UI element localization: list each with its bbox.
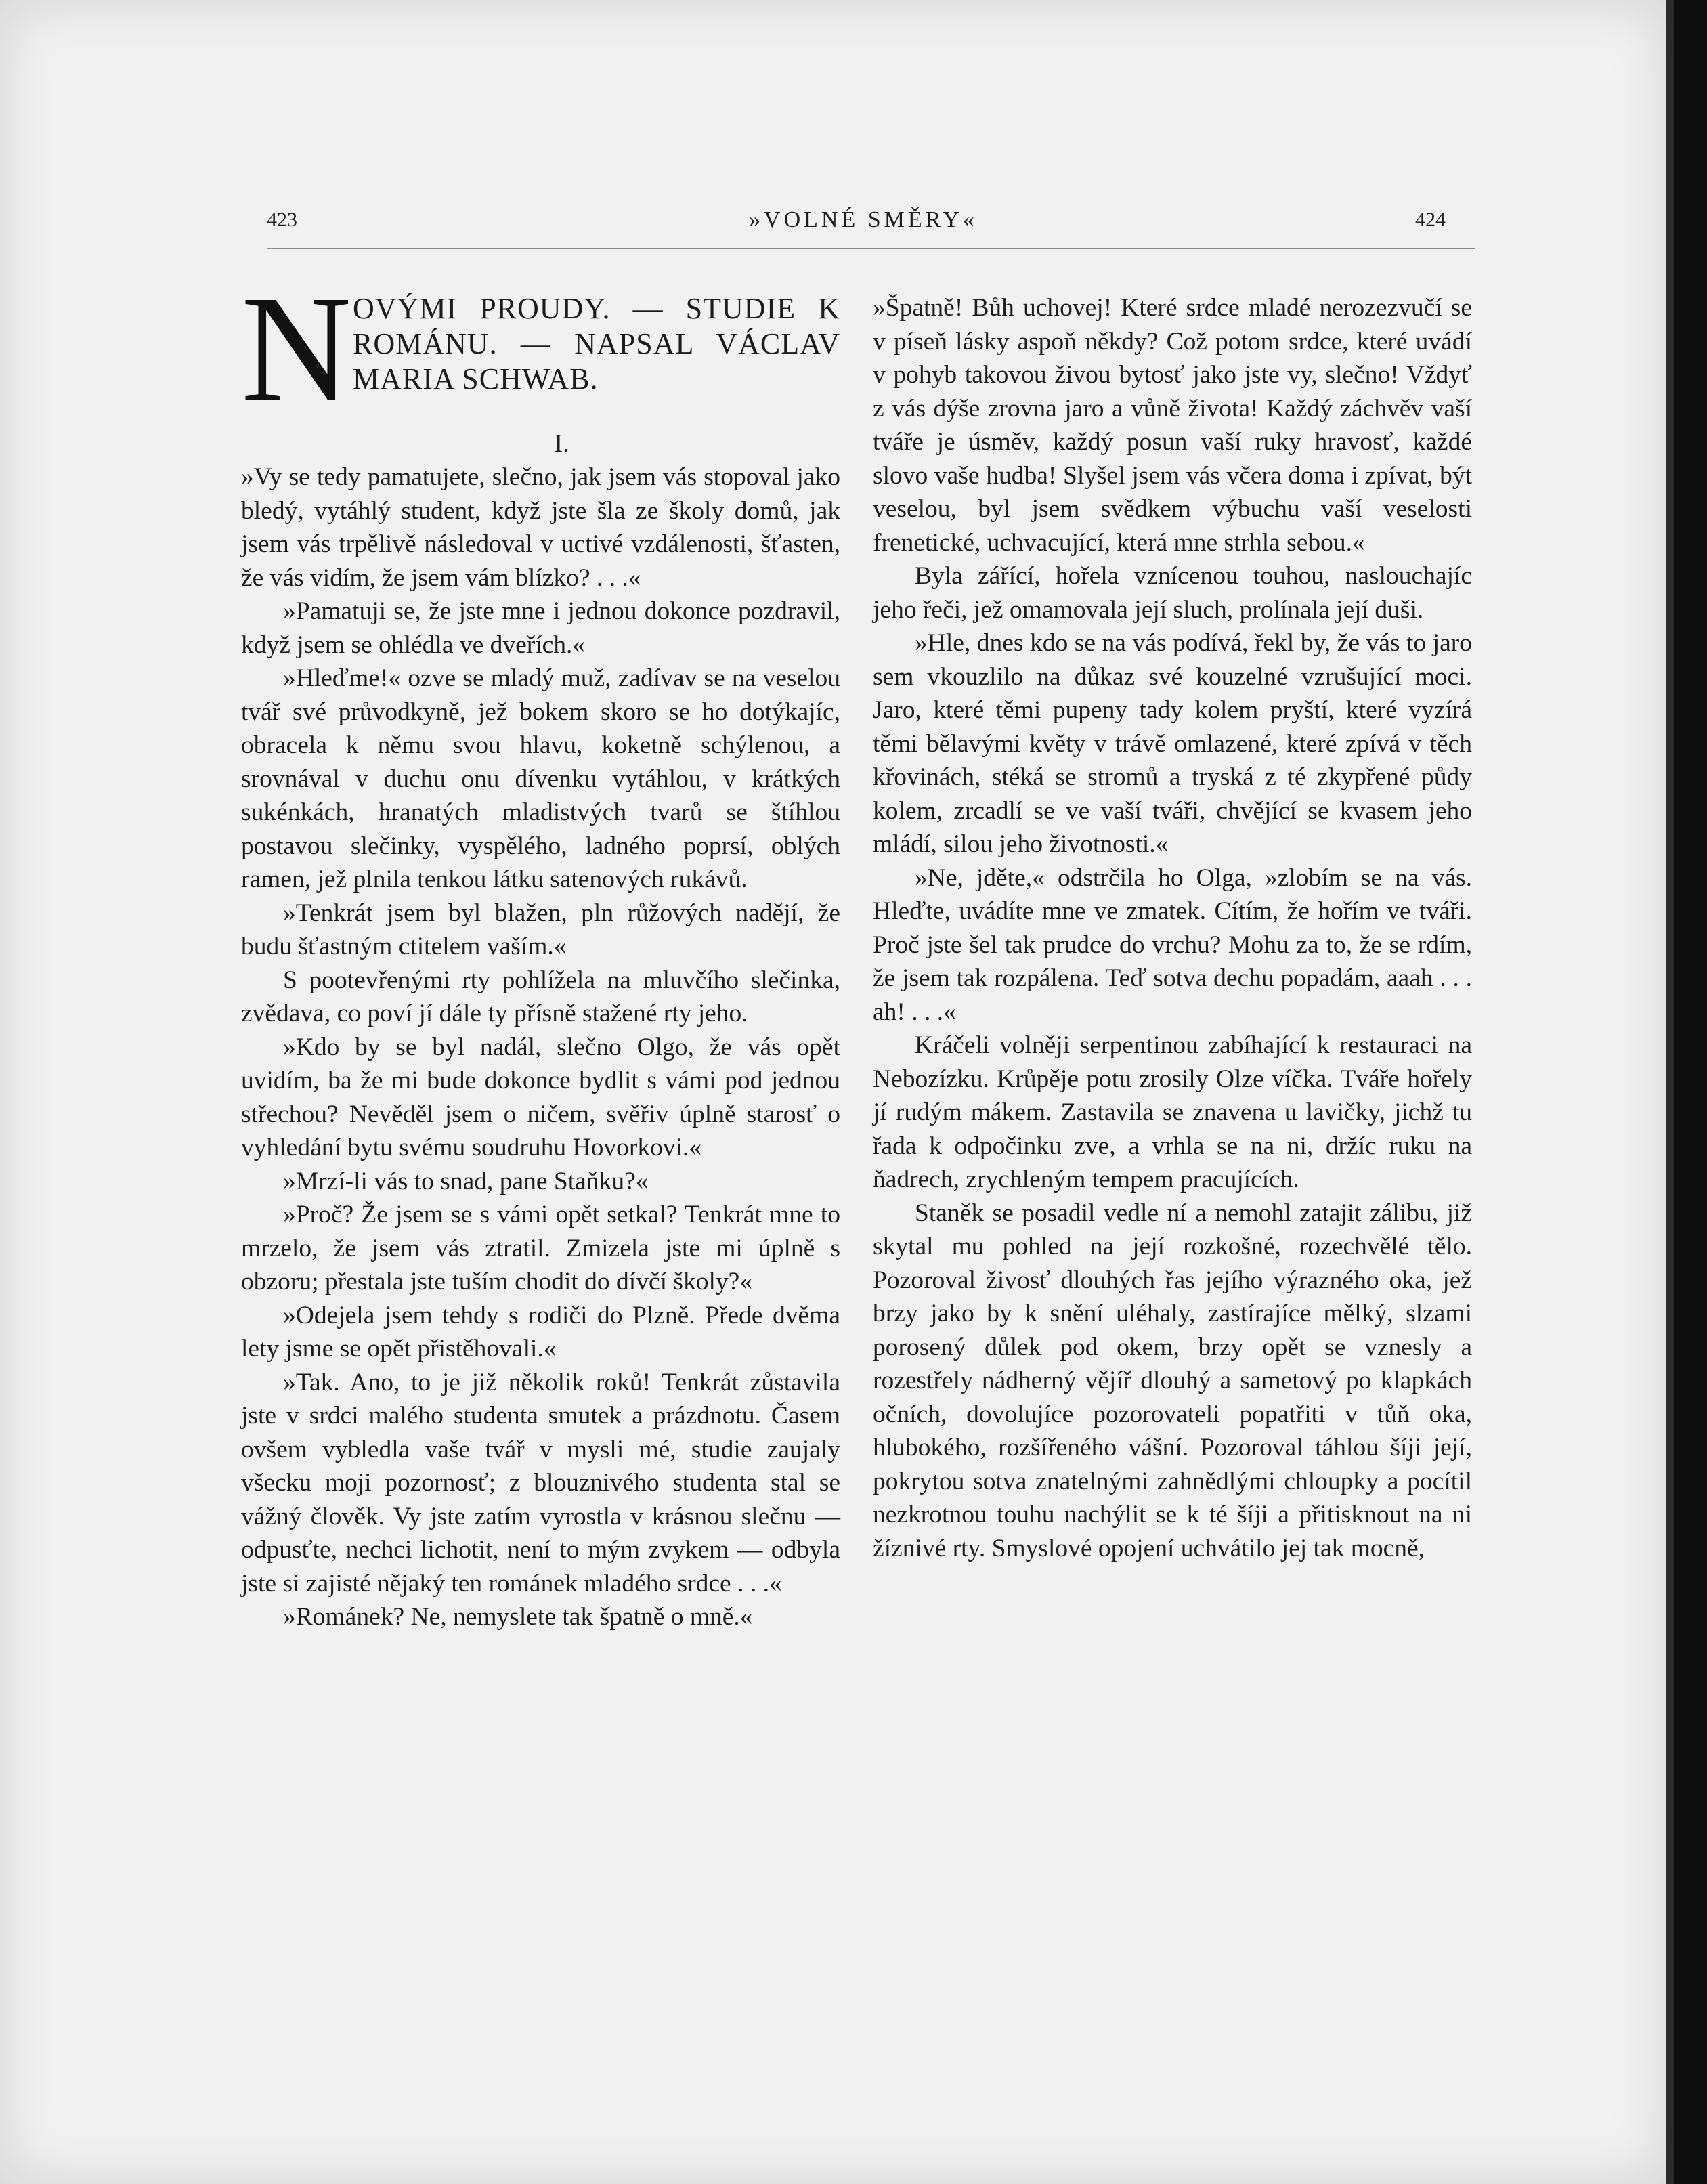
- right-column: [873, 291, 1472, 1565]
- header-rule: [267, 248, 1475, 249]
- paragraph: »Tak. Ano, to je již několik roků! Tenkrát zůstavila jste v srdci malého studenta smutek a prázdnotu. Časem ovšem vybledla vaše tvář v mysli mé, studie zaujaly všecku moji pozornosť; z blouznivého studenta stal se vážný člověk. Vy jste zatím vyrostla v krásnou slečnu — odpusťte, nechci lichotit, není to mým zvykem — odbyla jste si zajisté nějaký ten románek mladého srdce . . .«: [241, 1368, 840, 1598]
- paragraph: »Tenkrát jsem byl blažen, pln růžových nadějí, že budu šťastným ctitelem vaším.«: [241, 899, 840, 960]
- paragraph: »Pamatuji se, že jste mne i jednou dokonce pozdravil, když jsem se ohlédla ve dveřích.«: [241, 597, 840, 659]
- paragraph: »Hle, dnes kdo se na vás podívá, řekl by, že vás to jaro sem vkouzlilo na důkaz své kouzelné vzrušující moci. Jaro, které těmi pupeny tady kolem pryští, které vyzírá těmi bělavými květy v trávě omlazené, které zpívá v těch křovinách, stéká se stromů a tryská z té zkypřené půdy kolem, zrcadlí se ve vaší tváři, chvějící se kvasem jeho mládí, silou jeho životnosti.«: [873, 629, 1472, 858]
- paragraph: »Hleďme!« ozve se mladý muž, zadívav se na veselou tvář své průvodkyně, jež bokem skoro se ho dotýkajíc, obracela k němu svou hlavu, koketně schýlenou, a srovnával v duchu onu dívenku vytáhlou, v krátkých sukénkách, hranatých mladistvých tvarů se štíhlou postavou slečinky, vyspělého, ladného poprsí, oblých ramen, jež plnila tenkou látku satenových rukávů.: [241, 664, 840, 893]
- article-heading: [241, 264, 840, 433]
- paragraph: »Odejela jsem tehdy s rodiči do Plzně. Přede dvěma lety jsme se opět přistěhovali.«: [241, 1301, 840, 1363]
- page-edge: [1666, 0, 1674, 2184]
- paragraph: »Špatně! Bůh uchovej! Které srdce mladé nerozezvučí se v píseň lásky aspoň někdy? Což potom srdce, které uvádí v pohyb takovou živou bytosť jako jste vy, slečno! Vždyť z vás dýše zrovna jaro a vůně života! Každý záchvěv vaší tváře je úsměv, každý posun vaší ruky hravosť, každé slovo vaše hudba! Slyšel jsem vás včera doma i zpívat, být veselou, byl jsem svědkem výbuchu vaší veselosti frenetické, uchvacující, která mne strhla sebou.«: [873, 294, 1472, 557]
- paragraph: »Kdo by se byl nadál, slečno Olgo, že vás opět uvidím, ba že mi bude dokonce bydlit s vámi pod jednou střechou? Nevěděl jsem o ničem, svěřiv úplně starosť o vyhledání bytu svému soudruhu Hovorkovi.«: [241, 1033, 840, 1161]
- paragraph: Staněk se posadil vedle ní a nemohl zatajit zálibu, již skytal mu pohled na její rozkošné, rozechvělé tělo. Pozoroval živosť dlouhých řas jejího výrazného oka, jež brzy jako by k snění uléhaly, zastírajíce mělký, slzami porosený důlek pod okem, brzy opět se vznesly a rozestřely nádherný vějíř dlouhý a sametový po klapkách očních, dovolujíce pozorovateli popatřiti v tůň oka, hlubokého, rozšířeného vášní. Pozoroval táhlou šíji její, pokrytou sotva znatelnými zahnědlými chloupky a pocítil nezkrotnou touhu nachýlit se k té šíji a přitisknout na ni žíznivé rty. Smyslové opojení uchvátilo jej tak mocně,: [873, 1199, 1472, 1562]
- left-column: [241, 264, 840, 1634]
- article-title: OVÝMI PROUDY. — STUDIE K ROMÁNU. — NAPSAL VÁCLAV MARIA SCHWAB.: [353, 292, 840, 395]
- paragraph: »Ne, jděte,« odstrčila ho Olga, »zlobím se na vás. Hleďte, uvádíte mne ve zmatek. Cítím, že hořím ve tváři. Proč jste šel tak prudce do vrchu? Mohu za to, že se rdím, že jsem tak rozpálena. Teď sotva dechu popadám, aaah . . . ah! . . .«: [873, 863, 1472, 1026]
- paragraph: »Mrzí-li vás to snad, pane Staňku?«: [283, 1167, 649, 1195]
- paragraph: »Románek? Ne, nemyslete tak špatně o mně.«: [283, 1603, 753, 1631]
- section-number: I.: [554, 429, 569, 458]
- drop-cap: N: [241, 264, 352, 433]
- paragraph: »Vy se tedy pamatujete, slečno, jak jsem vás stopoval jako bledý, vytáhlý student, když jste šla ze školy domů, jak jsem vás trpělivě následoval v uctivé vzdálenosti, šťasten, že vás vidím, že jsem vám blízko? . . .«: [241, 463, 840, 592]
- paragraph: Kráčeli volněji serpentinou zabíhající k restauraci na Nebozízku. Krůpěje potu zrosily Olze víčka. Tváře hořely jí rudým mákem. Zastavila se znavena u lavičky, jichž tu řada k odpočinku zve, a vrhla se na ni, držíc ruku na ňadrech, zrychleným tempem pracujících.: [873, 1031, 1472, 1193]
- running-title: »VOLNÉ SMĚRY«: [749, 207, 978, 232]
- page-number-right: 424: [1415, 209, 1446, 231]
- paragraph: »Proč? Že jsem se s vámi opět setkal? Tenkrát mne to mrzelo, že jsem vás ztratil. Zmizela jste mi úplně s obzoru; přestala jste tuším chodit do dívčí školy?«: [241, 1201, 840, 1296]
- paragraph: S pootevřenými rty pohlížela na mluvčího slečinka, zvědava, co poví jí dále ty přísně stažené rty jeho.: [241, 966, 840, 1027]
- page-number-left: 423: [267, 209, 297, 231]
- paragraph: Byla zářící, hořela vznícenou touhou, naslouchajíc jeho řeči, jež omamovala její sluch, prolínala její duši.: [873, 562, 1472, 624]
